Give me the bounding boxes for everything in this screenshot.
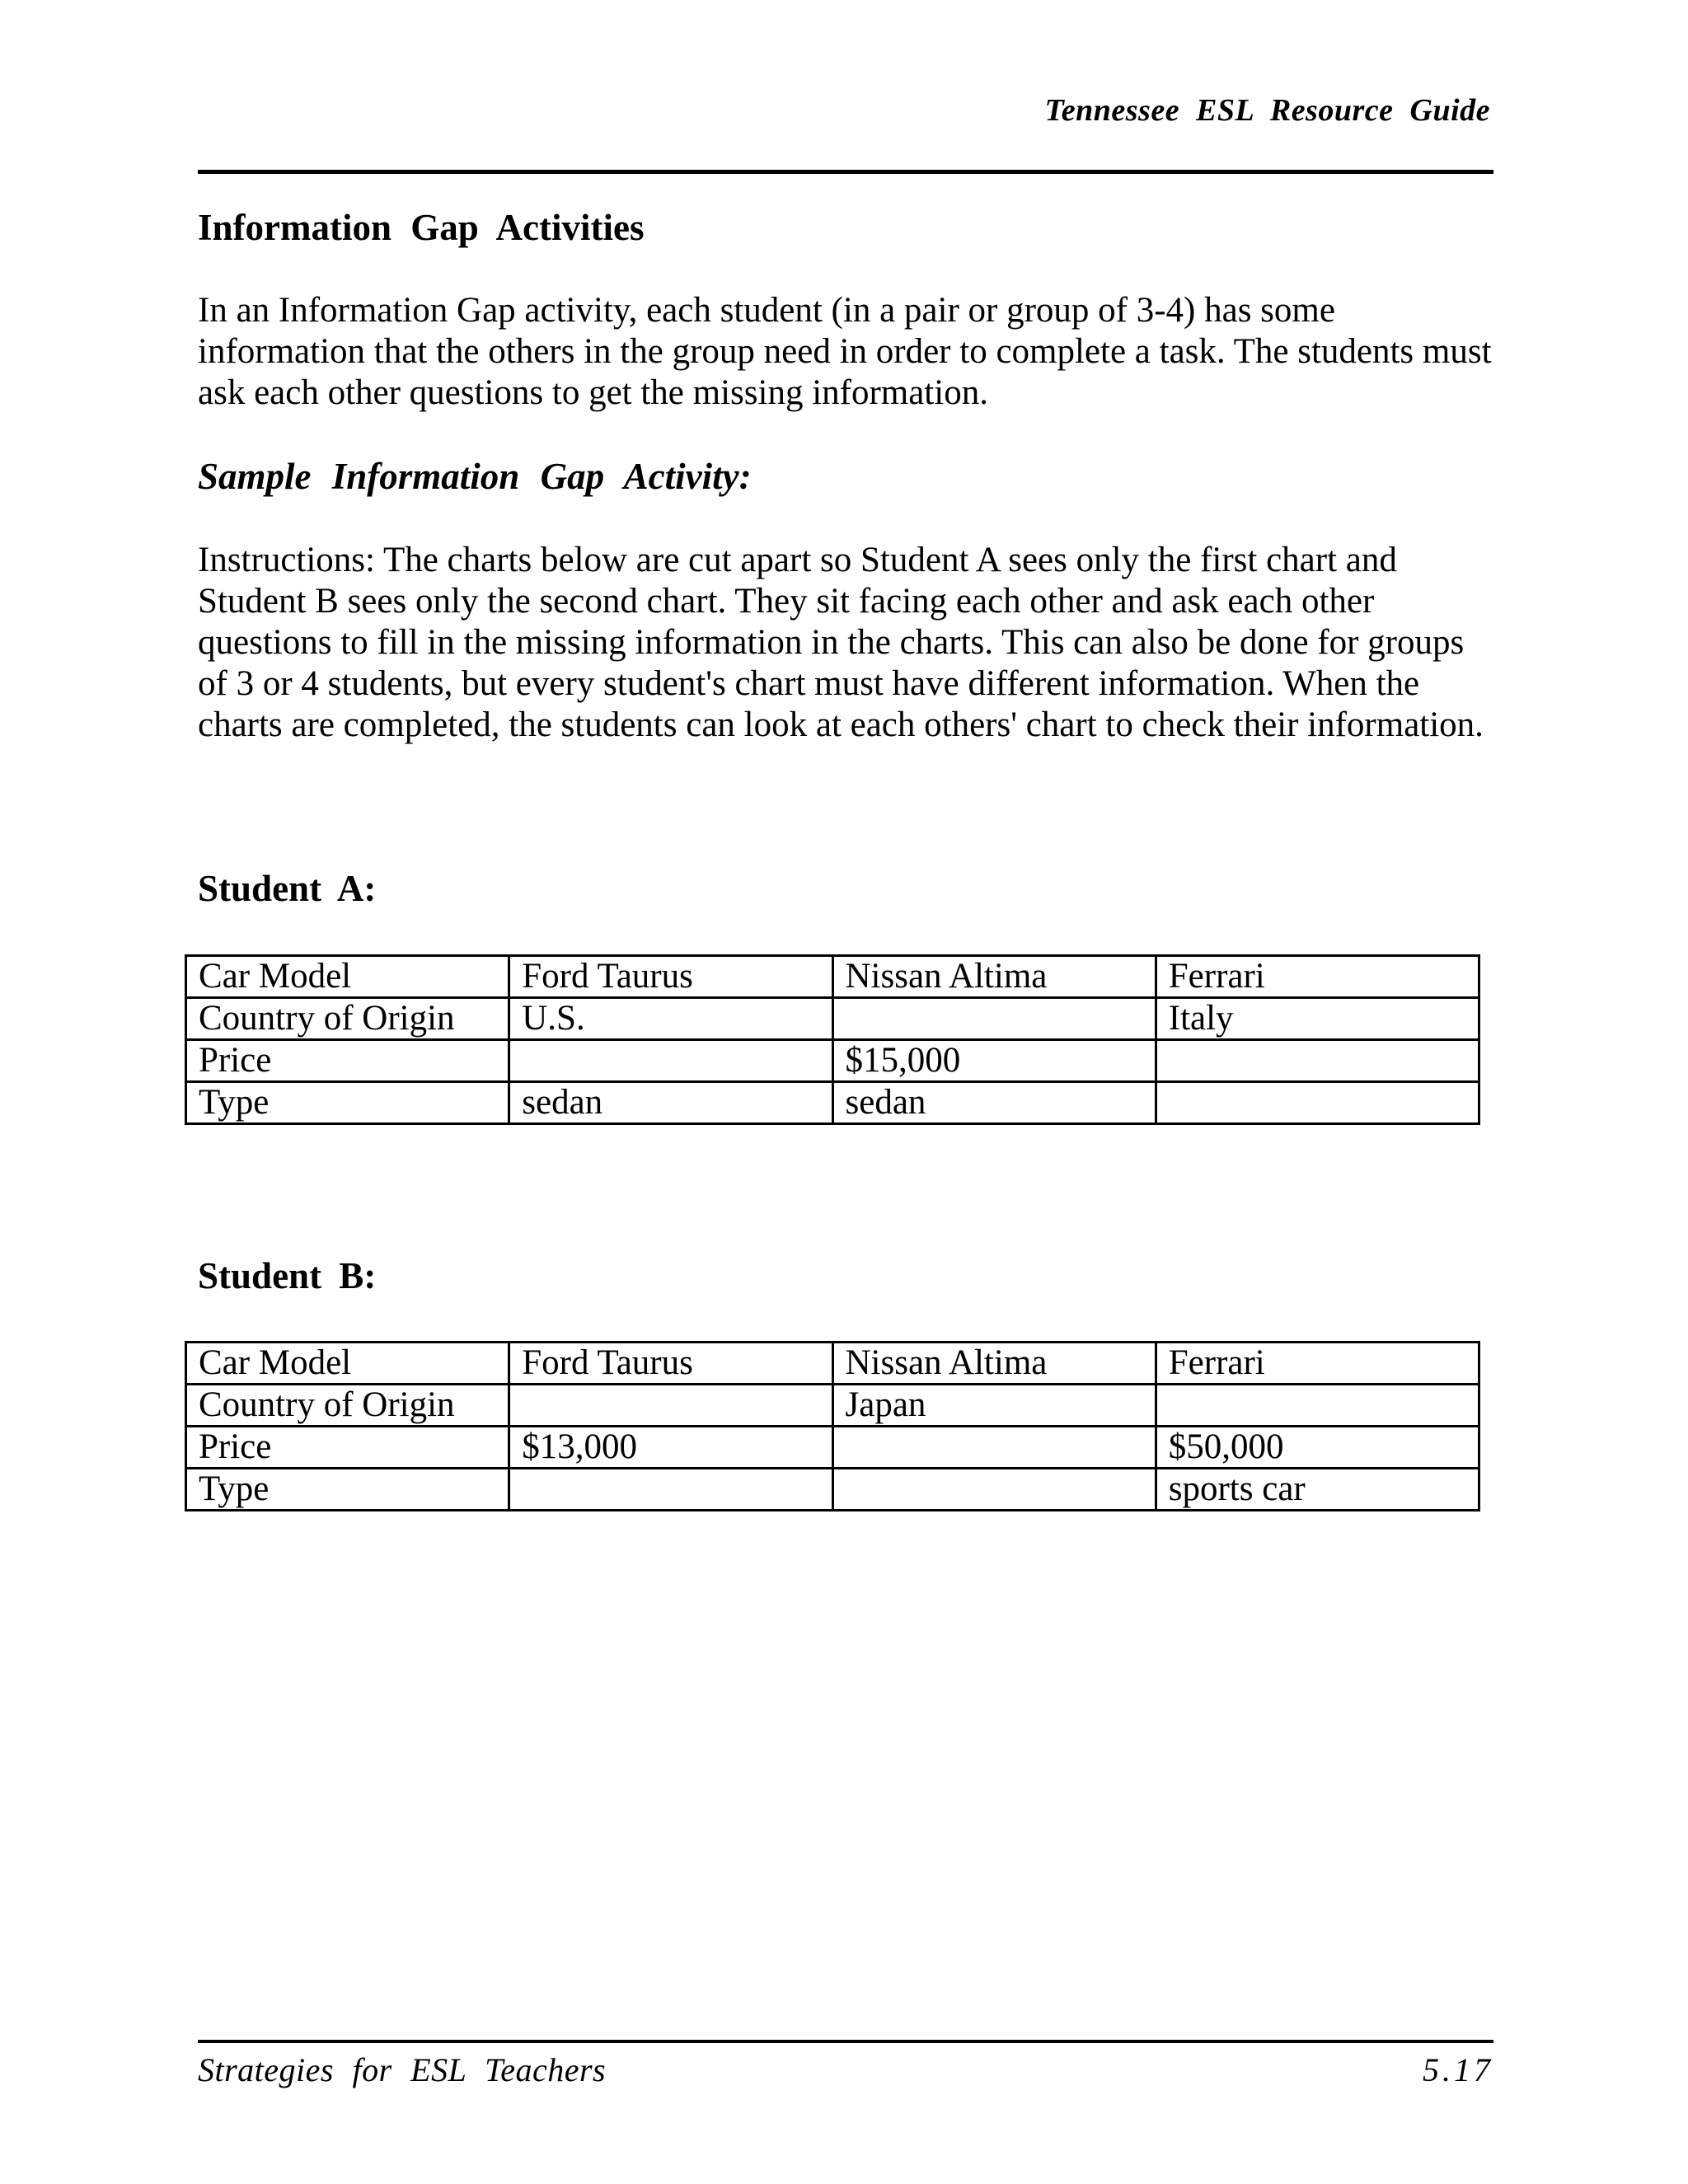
table-cell: Nissan Altima [832,1343,1156,1385]
footer-rule [198,2040,1493,2043]
table-cell [509,1469,832,1511]
table-row [186,1343,1479,1385]
student-a-chart [185,954,1480,1125]
running-header: Tennessee ESL Resource Guide [1044,93,1490,128]
footer-title: Strategies for ESL Teachers [198,2051,607,2088]
table-cell: $13,000 [509,1427,832,1469]
table-cell: Ferrari [1156,1343,1479,1385]
row-header-cell: Type [186,1469,509,1511]
instructions-paragraph: Instructions: The charts below are cut apart so Student A sees only the first chart and Student B sees only the second chart. They sit facing each other and ask each other questions to fill in the missing information in the charts. This can also be done for groups of 3 or 4 students, but every student's chart must have different information. When the charts are completed, the students can look at each others' chart to check their information. [198,541,1484,744]
table-cell [832,1469,1156,1511]
header-rule [198,170,1493,174]
table-cell: sports car [1156,1469,1479,1511]
table-cell: Nissan Altima [832,956,1156,998]
table-row [186,1469,1479,1511]
row-header-cell: Country of Origin [186,998,509,1040]
row-header-cell: Price [186,1427,509,1469]
table-row [186,1427,1479,1469]
table-cell: U.S. [509,998,832,1040]
row-header-cell: Country of Origin [186,1385,509,1427]
table-row [186,998,1479,1040]
table-row [186,1040,1479,1082]
page-number: 5.17 [1423,2051,1493,2088]
table-cell [1156,1082,1479,1124]
table-cell: Ford Taurus [509,956,832,998]
table-cell: Ford Taurus [509,1343,832,1385]
student-b-label: Student B: [198,1255,377,1296]
table-cell [832,1427,1156,1469]
student-a-label: Student A: [198,868,377,909]
table-cell: Ferrari [1156,956,1479,998]
table-cell [509,1385,832,1427]
table-cell: sedan [832,1082,1156,1124]
table-row [186,1082,1479,1124]
table-cell: $50,000 [1156,1427,1479,1469]
table-cell: sedan [509,1082,832,1124]
table-cell: Italy [1156,998,1479,1040]
intro-paragraph: In an Information Gap activity, each student (in a pair or group of 3-4) has some information that the others in the group need in order to complete a task. The students must ask each other questions to get the missing information. [198,291,1492,412]
row-header-cell: Car Model [186,956,509,998]
table-cell: Japan [832,1385,1156,1427]
table-cell [509,1040,832,1082]
table-cell [1156,1040,1479,1082]
table-cell [1156,1385,1479,1427]
row-header-cell: Car Model [186,1343,509,1385]
student-b-chart [185,1341,1480,1511]
table-row [186,956,1479,998]
table-row [186,1385,1479,1427]
table-cell: $15,000 [832,1040,1156,1082]
section-title: Information Gap Activities [198,207,645,248]
table-cell [832,998,1156,1040]
row-header-cell: Price [186,1040,509,1082]
row-header-cell: Type [186,1082,509,1124]
sample-activity-title: Sample Information Gap Activity: [198,456,752,497]
